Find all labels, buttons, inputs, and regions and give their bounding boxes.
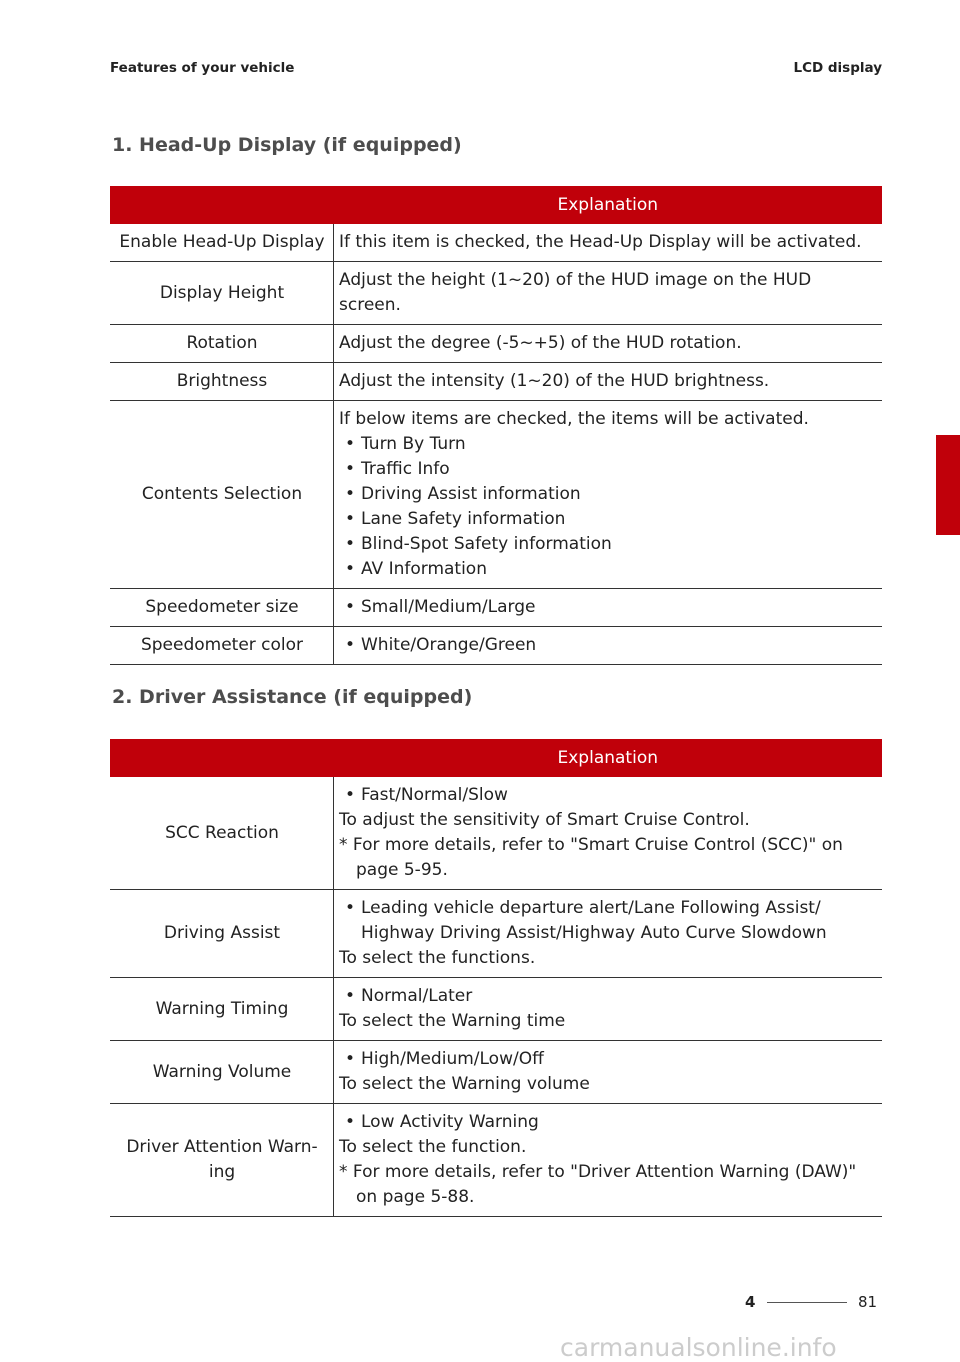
list-item-text: Low Activity Warning bbox=[361, 1112, 539, 1132]
row-note: * For more details, refer to "Driver Attention Warning (DAW)" on page 5-88. bbox=[339, 1162, 857, 1207]
driver-assistance-table bbox=[110, 739, 882, 1217]
row-description: To select the function. bbox=[339, 1137, 527, 1157]
bullet-icon: • bbox=[344, 1112, 356, 1132]
list-item-text: Small/Medium/Large bbox=[361, 597, 536, 617]
list-item-text: Turn By Turn bbox=[361, 434, 466, 454]
footer-page-number: 81 bbox=[858, 1293, 878, 1311]
bullet-icon: • bbox=[344, 1049, 356, 1069]
section-title-hud: 1. Head-Up Display (if equipped) bbox=[112, 134, 462, 156]
watermark: carmanualsonline.info bbox=[560, 1333, 837, 1362]
row-label: Driver Attention Warn- ing bbox=[110, 1104, 334, 1217]
bullet-icon: • bbox=[344, 785, 356, 805]
footer-chapter-number: 4 bbox=[745, 1293, 756, 1311]
row-explanation: Adjust the height (1~20) of the HUD image on the HUD screen. bbox=[334, 262, 883, 325]
bullet-icon: • bbox=[344, 509, 356, 529]
table-row bbox=[110, 1041, 882, 1104]
list-item-text: Traffic Info bbox=[361, 459, 450, 479]
list-item bbox=[339, 482, 878, 507]
row-description: To select the Warning volume bbox=[339, 1074, 590, 1094]
bullet-icon: • bbox=[344, 459, 356, 479]
list-item-text: Lane Safety information bbox=[361, 509, 566, 529]
bullet-icon: • bbox=[344, 434, 356, 454]
list-item bbox=[339, 457, 878, 482]
list-item bbox=[339, 595, 878, 620]
row-label: Warning Timing bbox=[110, 978, 334, 1041]
row-intro: If below items are checked, the items will be activated. bbox=[339, 409, 809, 429]
list-item bbox=[339, 783, 878, 808]
row-explanation bbox=[334, 978, 883, 1041]
footer-divider bbox=[767, 1302, 847, 1303]
bullet-icon: • bbox=[344, 597, 356, 617]
list-item-text: Leading vehicle departure alert/Lane Following Assist/ Highway Driving Assist/Highway Auto Curve Slowdown bbox=[361, 898, 827, 943]
list-item bbox=[339, 532, 878, 557]
table-row bbox=[110, 1104, 882, 1217]
list-item-text: High/Medium/Low/Off bbox=[361, 1049, 544, 1069]
list-item bbox=[339, 557, 878, 582]
list-item bbox=[339, 984, 878, 1009]
row-label: Warning Volume bbox=[110, 1041, 334, 1104]
row-note: * For more details, refer to "Smart Cruise Control (SCC)" on page 5-95. bbox=[339, 835, 843, 880]
table-row bbox=[110, 325, 882, 363]
chapter-side-number: 4 bbox=[938, 513, 950, 533]
list-item bbox=[339, 633, 878, 658]
table-row bbox=[110, 777, 882, 890]
row-explanation bbox=[334, 777, 883, 890]
list-item-text: Driving Assist information bbox=[361, 484, 581, 504]
row-label: Driving Assist bbox=[110, 890, 334, 978]
row-explanation: If this item is checked, the Head-Up Display will be activated. bbox=[334, 224, 883, 262]
bullet-icon: • bbox=[344, 635, 356, 655]
table-row bbox=[110, 224, 882, 262]
row-explanation bbox=[334, 401, 883, 589]
bullet-icon: • bbox=[344, 534, 356, 554]
section-title-driver-assistance: 2. Driver Assistance (if equipped) bbox=[112, 686, 473, 708]
bullet-icon: • bbox=[344, 484, 356, 504]
table-row bbox=[110, 363, 882, 401]
list-item bbox=[339, 896, 878, 946]
explanation-header: Explanation bbox=[334, 739, 883, 777]
row-explanation bbox=[334, 1041, 883, 1104]
list-item bbox=[339, 1047, 878, 1072]
table-row bbox=[110, 262, 882, 325]
running-header-topic: LCD display bbox=[793, 60, 882, 76]
row-explanation bbox=[334, 627, 883, 665]
row-description: To select the Warning time bbox=[339, 1011, 566, 1031]
row-label: Speedometer color bbox=[110, 627, 334, 665]
row-label: Display Height bbox=[110, 262, 334, 325]
table-header-row bbox=[110, 739, 882, 777]
bullet-icon: • bbox=[344, 986, 356, 1006]
row-label: Contents Selection bbox=[110, 401, 334, 589]
row-explanation bbox=[334, 890, 883, 978]
row-label: Enable Head-Up Display bbox=[110, 224, 334, 262]
table-row bbox=[110, 589, 882, 627]
row-label: Speedometer size bbox=[110, 589, 334, 627]
row-description: To select the functions. bbox=[339, 948, 536, 968]
list-item-text: Normal/Later bbox=[361, 986, 473, 1006]
header-blank-cell bbox=[110, 739, 334, 777]
row-label: Rotation bbox=[110, 325, 334, 363]
list-item-text: AV Information bbox=[361, 559, 487, 579]
header-blank-cell bbox=[110, 186, 334, 224]
list-item bbox=[339, 432, 878, 457]
list-item-text: Fast/Normal/Slow bbox=[361, 785, 508, 805]
table-row bbox=[110, 627, 882, 665]
table-row bbox=[110, 401, 882, 589]
table-row bbox=[110, 890, 882, 978]
row-explanation: Adjust the degree (-5~+5) of the HUD rotation. bbox=[334, 325, 883, 363]
running-header-section: Features of your vehicle bbox=[110, 60, 295, 76]
table-header-row bbox=[110, 186, 882, 224]
bullet-icon: • bbox=[344, 898, 356, 918]
row-description: To adjust the sensitivity of Smart Cruise Control. bbox=[339, 810, 750, 830]
row-explanation bbox=[334, 1104, 883, 1217]
list-item-text: White/Orange/Green bbox=[361, 635, 537, 655]
list-item-text: Blind-Spot Safety information bbox=[361, 534, 612, 554]
table-row bbox=[110, 978, 882, 1041]
row-explanation: Adjust the intensity (1~20) of the HUD brightness. bbox=[334, 363, 883, 401]
list-item bbox=[339, 507, 878, 532]
list-item bbox=[339, 1110, 878, 1135]
explanation-header: Explanation bbox=[334, 186, 883, 224]
bullet-icon: • bbox=[344, 559, 356, 579]
hud-settings-table bbox=[110, 186, 882, 665]
row-label: SCC Reaction bbox=[110, 777, 334, 890]
row-label: Brightness bbox=[110, 363, 334, 401]
row-explanation bbox=[334, 589, 883, 627]
